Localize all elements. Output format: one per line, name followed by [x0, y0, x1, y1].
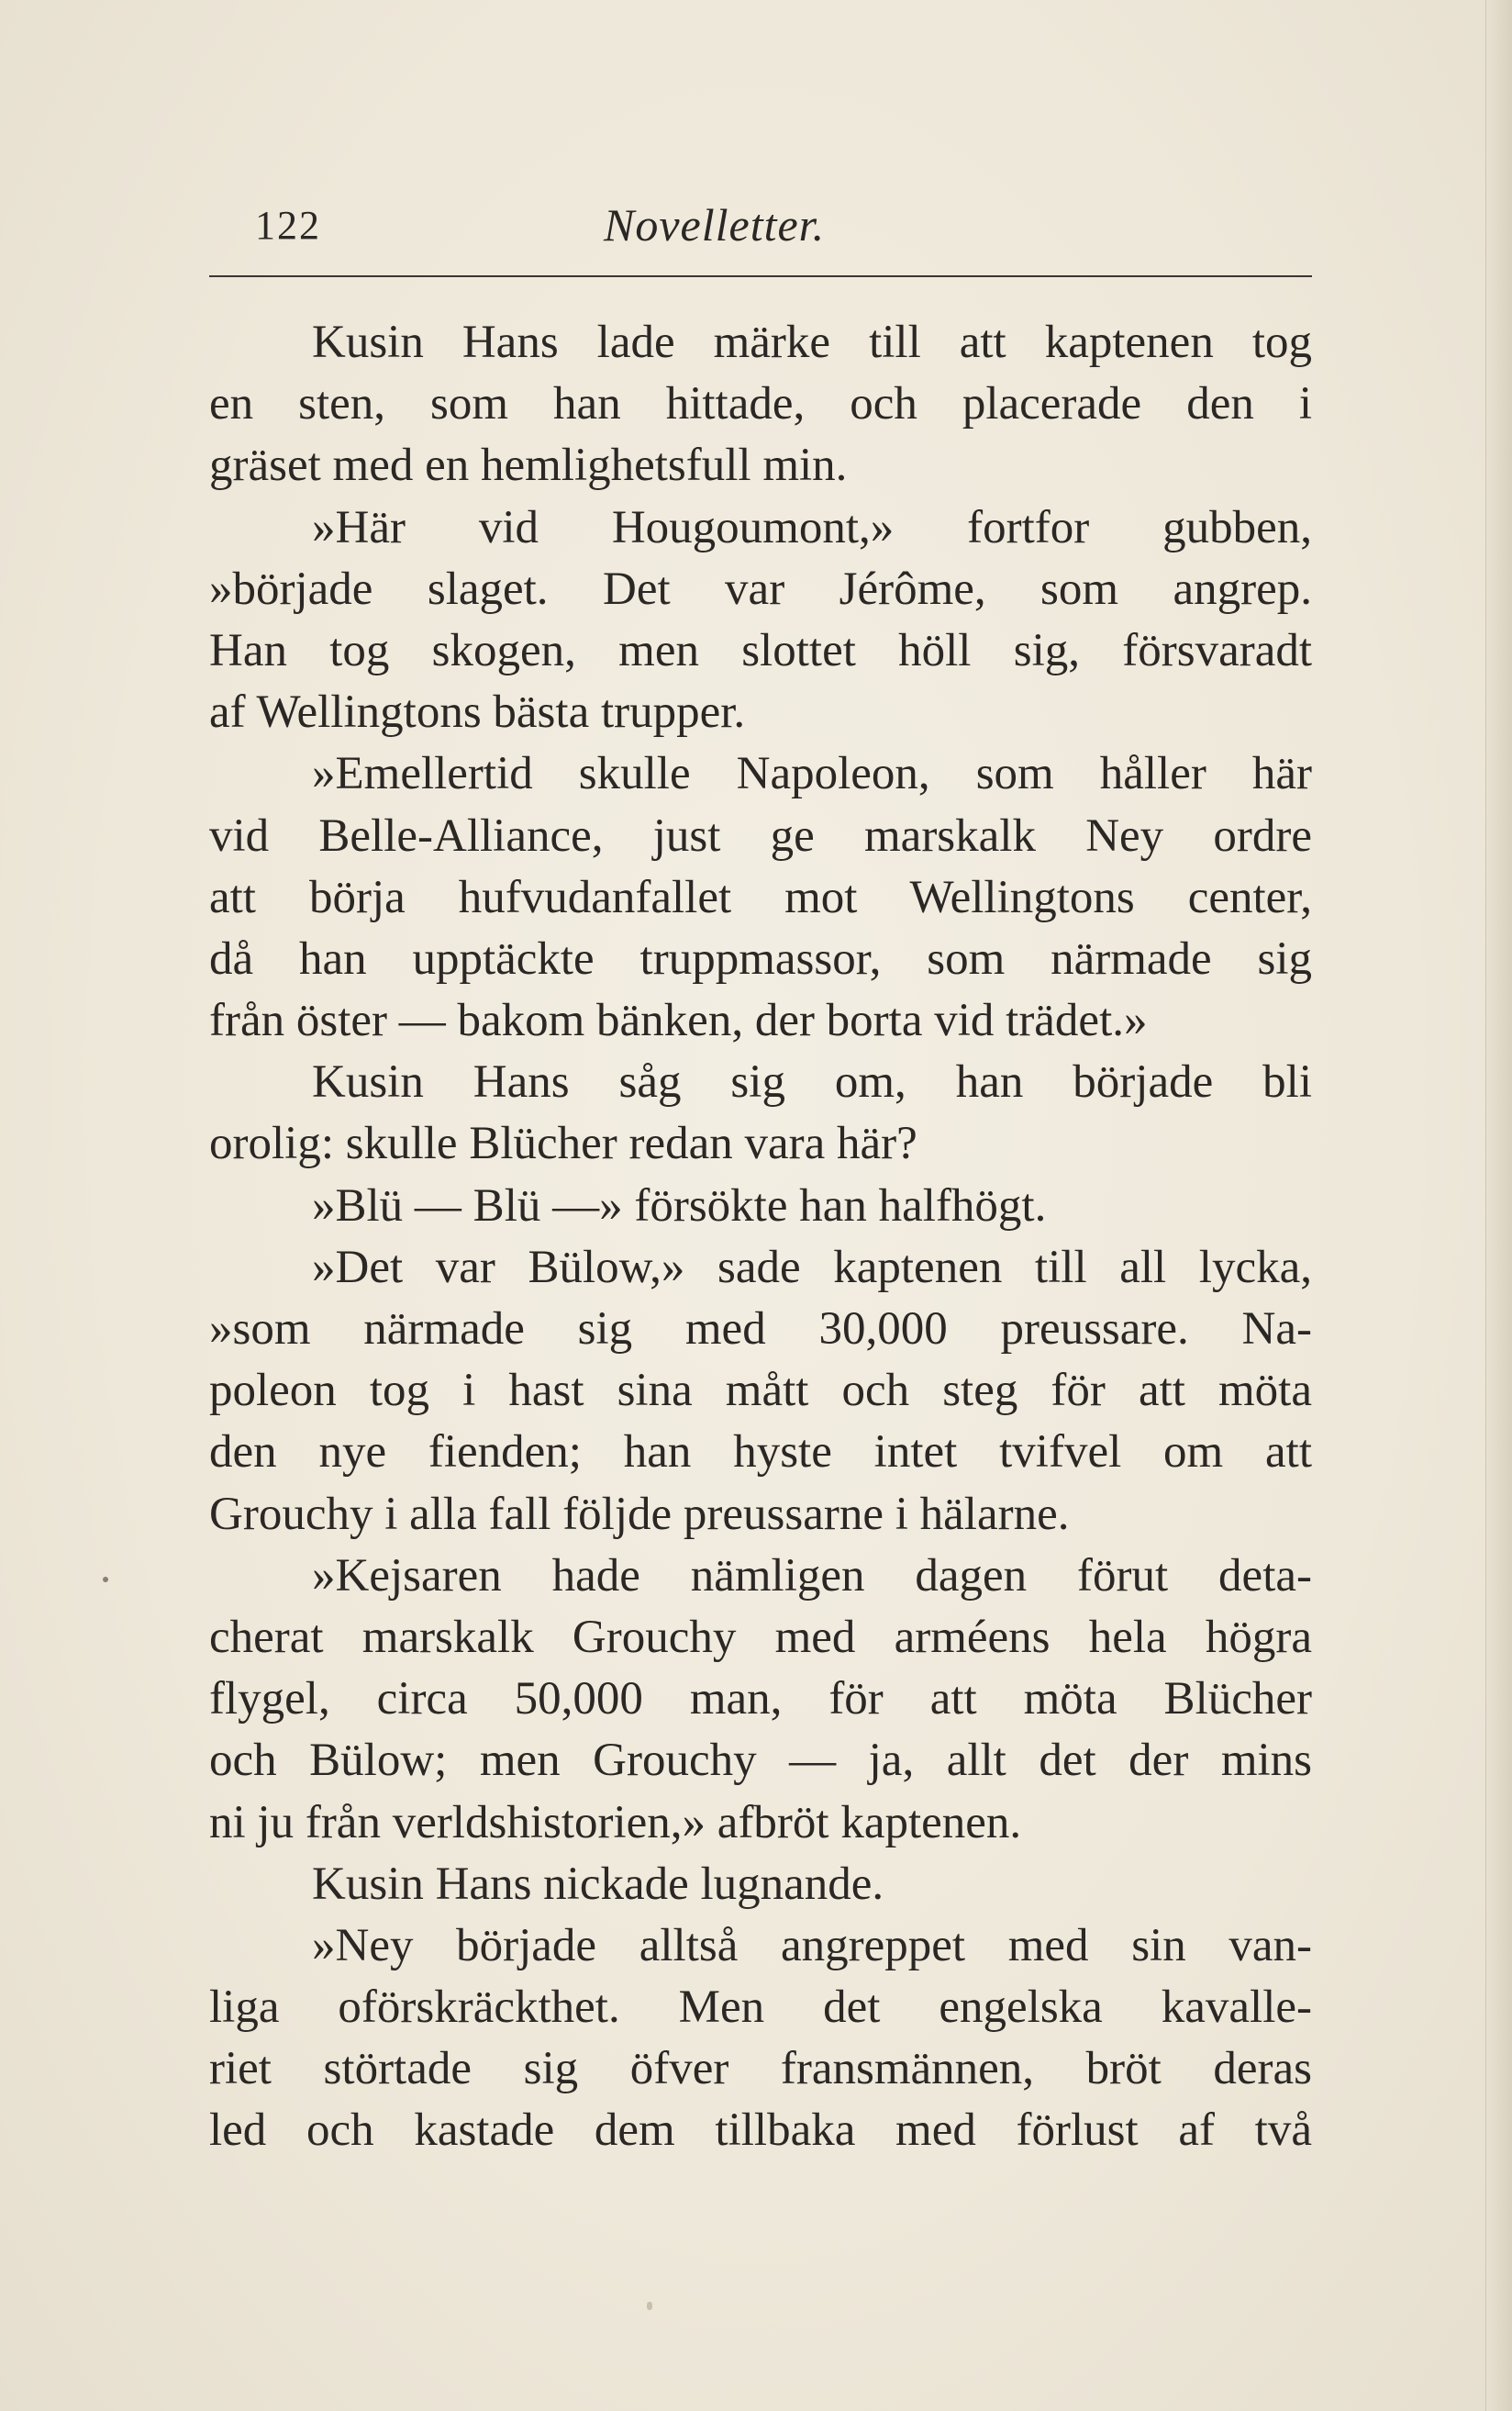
text-line: »Ney började alltså angreppet med sin van- [312, 1919, 1312, 1971]
text-line: Kusin Hans nickade lugnande. [312, 1858, 884, 1910]
body-text [209, 312, 1312, 2162]
text-line: orolig: skulle Blücher redan vara här? [209, 1118, 917, 1170]
text-line: flygel, circa 50,000 man, för att möta Blücher [209, 1673, 1312, 1725]
running-title: Novelletter. [604, 199, 826, 251]
text-line: »Blü — Blü —» försökte han halfhögt. [312, 1179, 1047, 1232]
text-line: poleon tog i hast sina mått och steg för att möta [209, 1365, 1312, 1417]
text-line: och Bülow; men Grouchy — ja, allt det der mins [209, 1735, 1312, 1787]
text-line: en sten, som han hittade, och placerade den i [209, 378, 1312, 430]
text-line: liga oförskräckthet. Men det engelska kavalle- [209, 1981, 1312, 2034]
text-line: Kusin Hans lade märke till att kaptenen tog [312, 317, 1312, 368]
text-line: då han upptäckte truppmassor, som närmade sig [209, 932, 1312, 985]
text-line: Han tog skogen, men slottet höll sig, försvaradt [209, 624, 1312, 676]
text-line: »började slaget. Det var Jérôme, som angrep. [209, 563, 1312, 615]
text-line: riet störtade sig öfver fransmännen, bröt deras [209, 2043, 1312, 2095]
text-line: från öster — bakom bänken, der borta vid trädet.» [209, 995, 1148, 1047]
text-line: »Här vid Hougoumont,» fortfor gubben, [312, 501, 1312, 553]
text-line: led och kastade dem tillbaka med förlust af två [209, 2104, 1312, 2157]
text-line: Kusin Hans såg sig om, han började bli [312, 1056, 1312, 1109]
margin-speck [103, 1577, 108, 1582]
text-line: cherat marskalk Grouchy med arméens hela högra [209, 1611, 1312, 1663]
text-line: att börja hufvudanfallet mot Wellingtons center, [209, 871, 1312, 923]
text-line: »Kejsaren hade nämligen dagen förut deta- [312, 1549, 1312, 1602]
text-line: »Emellertid skulle Napoleon, som håller här [312, 748, 1312, 800]
page-number: 122 [255, 203, 321, 248]
text-line: »Det var Bülow,» sade kaptenen till all lycka, [312, 1241, 1312, 1293]
page-edge [1485, 0, 1512, 2411]
text-line: den nye fienden; han hyste intet tvifvel om att [209, 1426, 1312, 1479]
text-line: vid Belle-Alliance, just ge marskalk Ney ordre [209, 809, 1312, 862]
text-line: Grouchy i alla fall följde preussarne i hälarne. [209, 1488, 1070, 1540]
text-line: af Wellingtons bästa trupper. [209, 686, 746, 739]
paper-speck [647, 2302, 652, 2310]
text-line: »som närmade sig med 30,000 preussare. Na- [209, 1303, 1312, 1355]
header-rule [209, 275, 1312, 277]
text-line: ni ju från verldshistorien,» afbröt kaptenen. [209, 1796, 1022, 1848]
page-header [209, 195, 1312, 259]
text-line: gräset med en hemlighetsfull min. [209, 440, 848, 492]
